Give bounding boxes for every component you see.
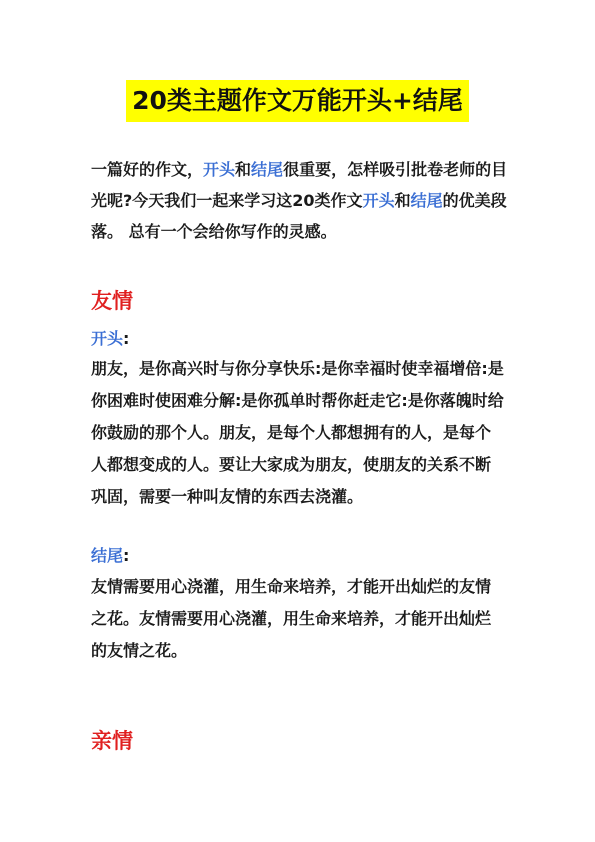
intro-paragraph xyxy=(91,154,511,247)
title-wrap xyxy=(0,80,595,122)
ending-label xyxy=(91,544,129,568)
intro-text-3: 很重要，怎样吸引批卷老师的目光呢?今天我们一起来学习这20类作文 xyxy=(91,160,508,210)
opening-label-text: 开头 xyxy=(91,329,124,348)
opening-paragraph: 朋友，是你高兴时与你分享快乐:是你幸福时使幸福增倍:是你困难时使困难分解:是你孤单时帮你赶走它:是你落魄时给你鼓励的那个人。朋友，是每个人都想拥有的人，是每个人都想变成的人。要让大家成为朋友，使朋友的关系不断巩固，需要一种叫友情的东西去浇灌。 xyxy=(91,359,504,506)
page-title: 20类主题作文万能开头+结尾 xyxy=(126,80,469,122)
intro-text-1: 一篇好的作文， xyxy=(91,160,204,179)
opening-label-colon: : xyxy=(123,329,130,348)
ending-label-text: 结尾 xyxy=(91,546,124,565)
intro-text-4: 和 xyxy=(394,191,411,210)
intro-text-5: 的优美段落。 总有一个会给你写作的灵感。 xyxy=(91,191,507,241)
opening-label xyxy=(91,327,129,351)
ending-label-colon: : xyxy=(123,546,130,565)
ending-paragraph: 友情需要用心浇灌，用生命来培养，才能开出灿烂的友情之花。友情需要用心浇灌，用生命来培养，才能开出灿烂的友情之花。 xyxy=(91,577,492,660)
section-heading-friendship: 友情 xyxy=(91,289,133,313)
section-heading-family: 亲情 xyxy=(91,729,133,753)
intro-highlight-ending: 结尾 xyxy=(251,160,284,179)
intro-highlight-ending-2: 结尾 xyxy=(410,191,443,210)
intro-text-2: 和 xyxy=(235,160,252,179)
intro-highlight-opening: 开头 xyxy=(203,160,236,179)
intro-highlight-opening-2: 开头 xyxy=(362,191,395,210)
